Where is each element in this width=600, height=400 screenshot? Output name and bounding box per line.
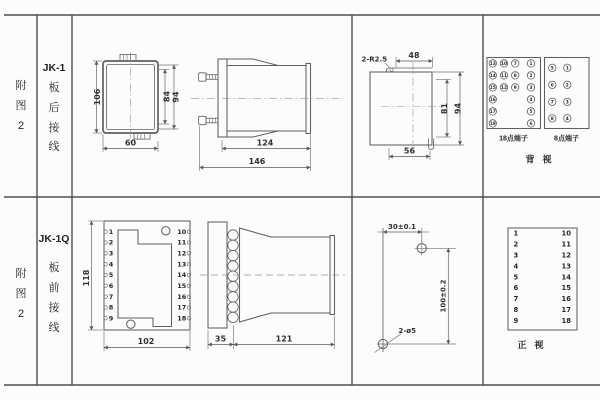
view-caption-char: 视	[534, 340, 544, 350]
terminal-number: 4	[529, 97, 533, 103]
list-number: 4	[513, 262, 519, 271]
list-number: 17	[561, 306, 571, 314]
header-top	[16, 62, 66, 153]
terminal-number: 18	[489, 121, 496, 127]
terminal-number: 12	[177, 249, 187, 258]
list-number: 10	[561, 229, 571, 238]
jk1-side-view	[191, 59, 343, 171]
terminal-block-18-label: 18点端子	[499, 135, 528, 143]
terminal-number: 4	[108, 260, 114, 269]
jk1q-drilling-plan	[375, 223, 457, 353]
terminal-number: 6	[529, 121, 533, 127]
list-number: 3	[513, 251, 519, 260]
list-number: 5	[513, 273, 519, 282]
dim-100: 100±0.2	[439, 279, 448, 313]
wiring-label-char: 板	[48, 262, 60, 274]
terminal-number: 5	[550, 66, 554, 72]
terminal-number: 15	[177, 282, 187, 290]
terminal-number: 12	[501, 85, 507, 91]
mounting-hole	[162, 227, 170, 235]
terminal-number: 13	[489, 61, 496, 67]
list-number: 13	[561, 262, 571, 271]
terminal-number: 6	[108, 282, 114, 290]
hole-diameter-label: 2-ø5	[398, 326, 416, 335]
terminal-grid-8	[549, 64, 571, 122]
list-number: 18	[561, 316, 571, 325]
mounting-hole	[127, 320, 135, 328]
view-caption-char: 正	[517, 340, 527, 350]
dim-94b: 94	[453, 102, 463, 115]
front-terminals-right	[177, 228, 190, 323]
terminal-number: 2	[108, 238, 114, 247]
fig-label-char: 附	[15, 80, 27, 92]
terminal-number: 1	[108, 227, 114, 236]
terminal-grid-18	[489, 60, 535, 127]
terminal-number: 2	[529, 73, 533, 79]
jk1q-side-view	[200, 222, 345, 349]
view-caption-char: 视	[542, 154, 552, 165]
wiring-label-char: 接	[48, 302, 60, 314]
terminal-number: 10	[501, 61, 507, 67]
model-label: JK-1Q	[38, 233, 70, 245]
fig-label-char: 2	[17, 308, 25, 320]
view-caption-char: 背	[525, 154, 535, 165]
list-number: 9	[513, 316, 519, 325]
wiring-label-char: 线	[48, 141, 60, 153]
list-number: 15	[561, 284, 571, 293]
terminal-number: 7	[108, 292, 114, 301]
jk1-back-view	[362, 51, 465, 160]
terminal-number: 3	[529, 85, 533, 91]
top-tab	[120, 55, 136, 62]
dim-48: 48	[408, 50, 420, 60]
fig-label-char: 图	[15, 288, 27, 300]
header-bottom	[16, 233, 70, 334]
radius-label: 2-R2.5	[361, 55, 388, 64]
fig-label-char: 2	[17, 120, 25, 132]
terminal-list-right	[562, 230, 572, 325]
list-number: 7	[513, 295, 519, 304]
list-number: 16	[561, 295, 571, 304]
wiring-label-char: 接	[48, 122, 60, 134]
keying-profile	[118, 230, 172, 327]
dim-106: 106	[93, 88, 102, 106]
terminal-number: 5	[108, 271, 114, 280]
list-number: 2	[513, 240, 519, 249]
dim-84: 84	[162, 90, 172, 103]
terminal-number: 8	[550, 116, 554, 122]
dim-60: 60	[124, 138, 137, 148]
terminal-number: 4	[565, 116, 569, 122]
terminal-number: 18	[177, 314, 187, 323]
terminal-number: 16	[177, 292, 187, 301]
dim-102: 102	[137, 337, 155, 346]
terminal-number: 17	[177, 303, 187, 312]
jk1q-terminal-list	[508, 228, 577, 350]
terminal-block-18	[487, 58, 541, 143]
terminal-number: 14	[177, 271, 187, 280]
list-number: 11	[561, 240, 571, 249]
dim-30: 30±0.1	[387, 222, 417, 231]
fig-label-char: 图	[15, 100, 27, 112]
terminal-block-8-label: 8点端子	[554, 135, 579, 143]
back-view-caption	[525, 154, 551, 165]
dim-35: 35	[214, 334, 227, 344]
jk1q-front-view	[82, 221, 191, 351]
terminal-number: 7	[513, 61, 517, 67]
front-view-caption	[517, 339, 543, 350]
terminal-number: 11	[177, 238, 187, 247]
terminal-number: 9	[513, 85, 517, 91]
list-number: 1	[513, 229, 519, 238]
model-label: JK-1	[42, 62, 66, 74]
mounting-screw	[199, 116, 219, 124]
terminal-number: 8	[513, 73, 517, 79]
list-number: 12	[561, 251, 571, 260]
mounting-screw	[199, 73, 219, 81]
fixing-slot	[429, 139, 434, 150]
terminal-number: 2	[565, 83, 569, 89]
terminal-number: 5	[529, 109, 533, 115]
terminal-bumps	[228, 230, 238, 323]
terminal-number: 9	[108, 314, 114, 323]
terminal-number: 11	[501, 73, 507, 79]
terminal-number: 8	[108, 303, 114, 312]
terminal-number: 14	[489, 73, 496, 79]
terminal-number: 13	[177, 260, 187, 269]
terminal-list-left	[514, 230, 519, 325]
terminal-number: 3	[565, 100, 569, 106]
fig-label-char: 附	[15, 268, 27, 280]
terminal-number: 17	[489, 109, 496, 115]
wiring-label-char: 前	[48, 282, 60, 294]
terminal-number: 6	[550, 83, 554, 89]
dim-124: 124	[256, 138, 274, 148]
dim-121: 121	[275, 334, 293, 344]
dim-56: 56	[403, 146, 416, 156]
jk1-rear-view	[93, 52, 180, 152]
terminal-number: 7	[550, 100, 554, 106]
terminal-number: 3	[108, 249, 114, 258]
list-number: 14	[561, 273, 571, 282]
terminal-number: 1	[565, 66, 569, 72]
dim-81: 81	[439, 102, 449, 115]
terminal-number: 15	[489, 85, 496, 91]
terminal-number: 10	[177, 227, 187, 236]
dim-94: 94	[171, 91, 181, 103]
wiring-label-char: 板	[48, 82, 60, 94]
dim-118: 118	[82, 269, 91, 287]
list-number: 6	[513, 284, 519, 293]
terminal-number: 16	[489, 97, 496, 103]
terminal-block-8	[545, 58, 590, 143]
terminal-number: 1	[529, 61, 533, 67]
wiring-label-char: 后	[48, 102, 60, 114]
dim-146: 146	[248, 157, 266, 166]
front-terminals-left	[104, 228, 114, 323]
wiring-label-char: 线	[48, 322, 60, 334]
list-number: 8	[513, 306, 519, 314]
